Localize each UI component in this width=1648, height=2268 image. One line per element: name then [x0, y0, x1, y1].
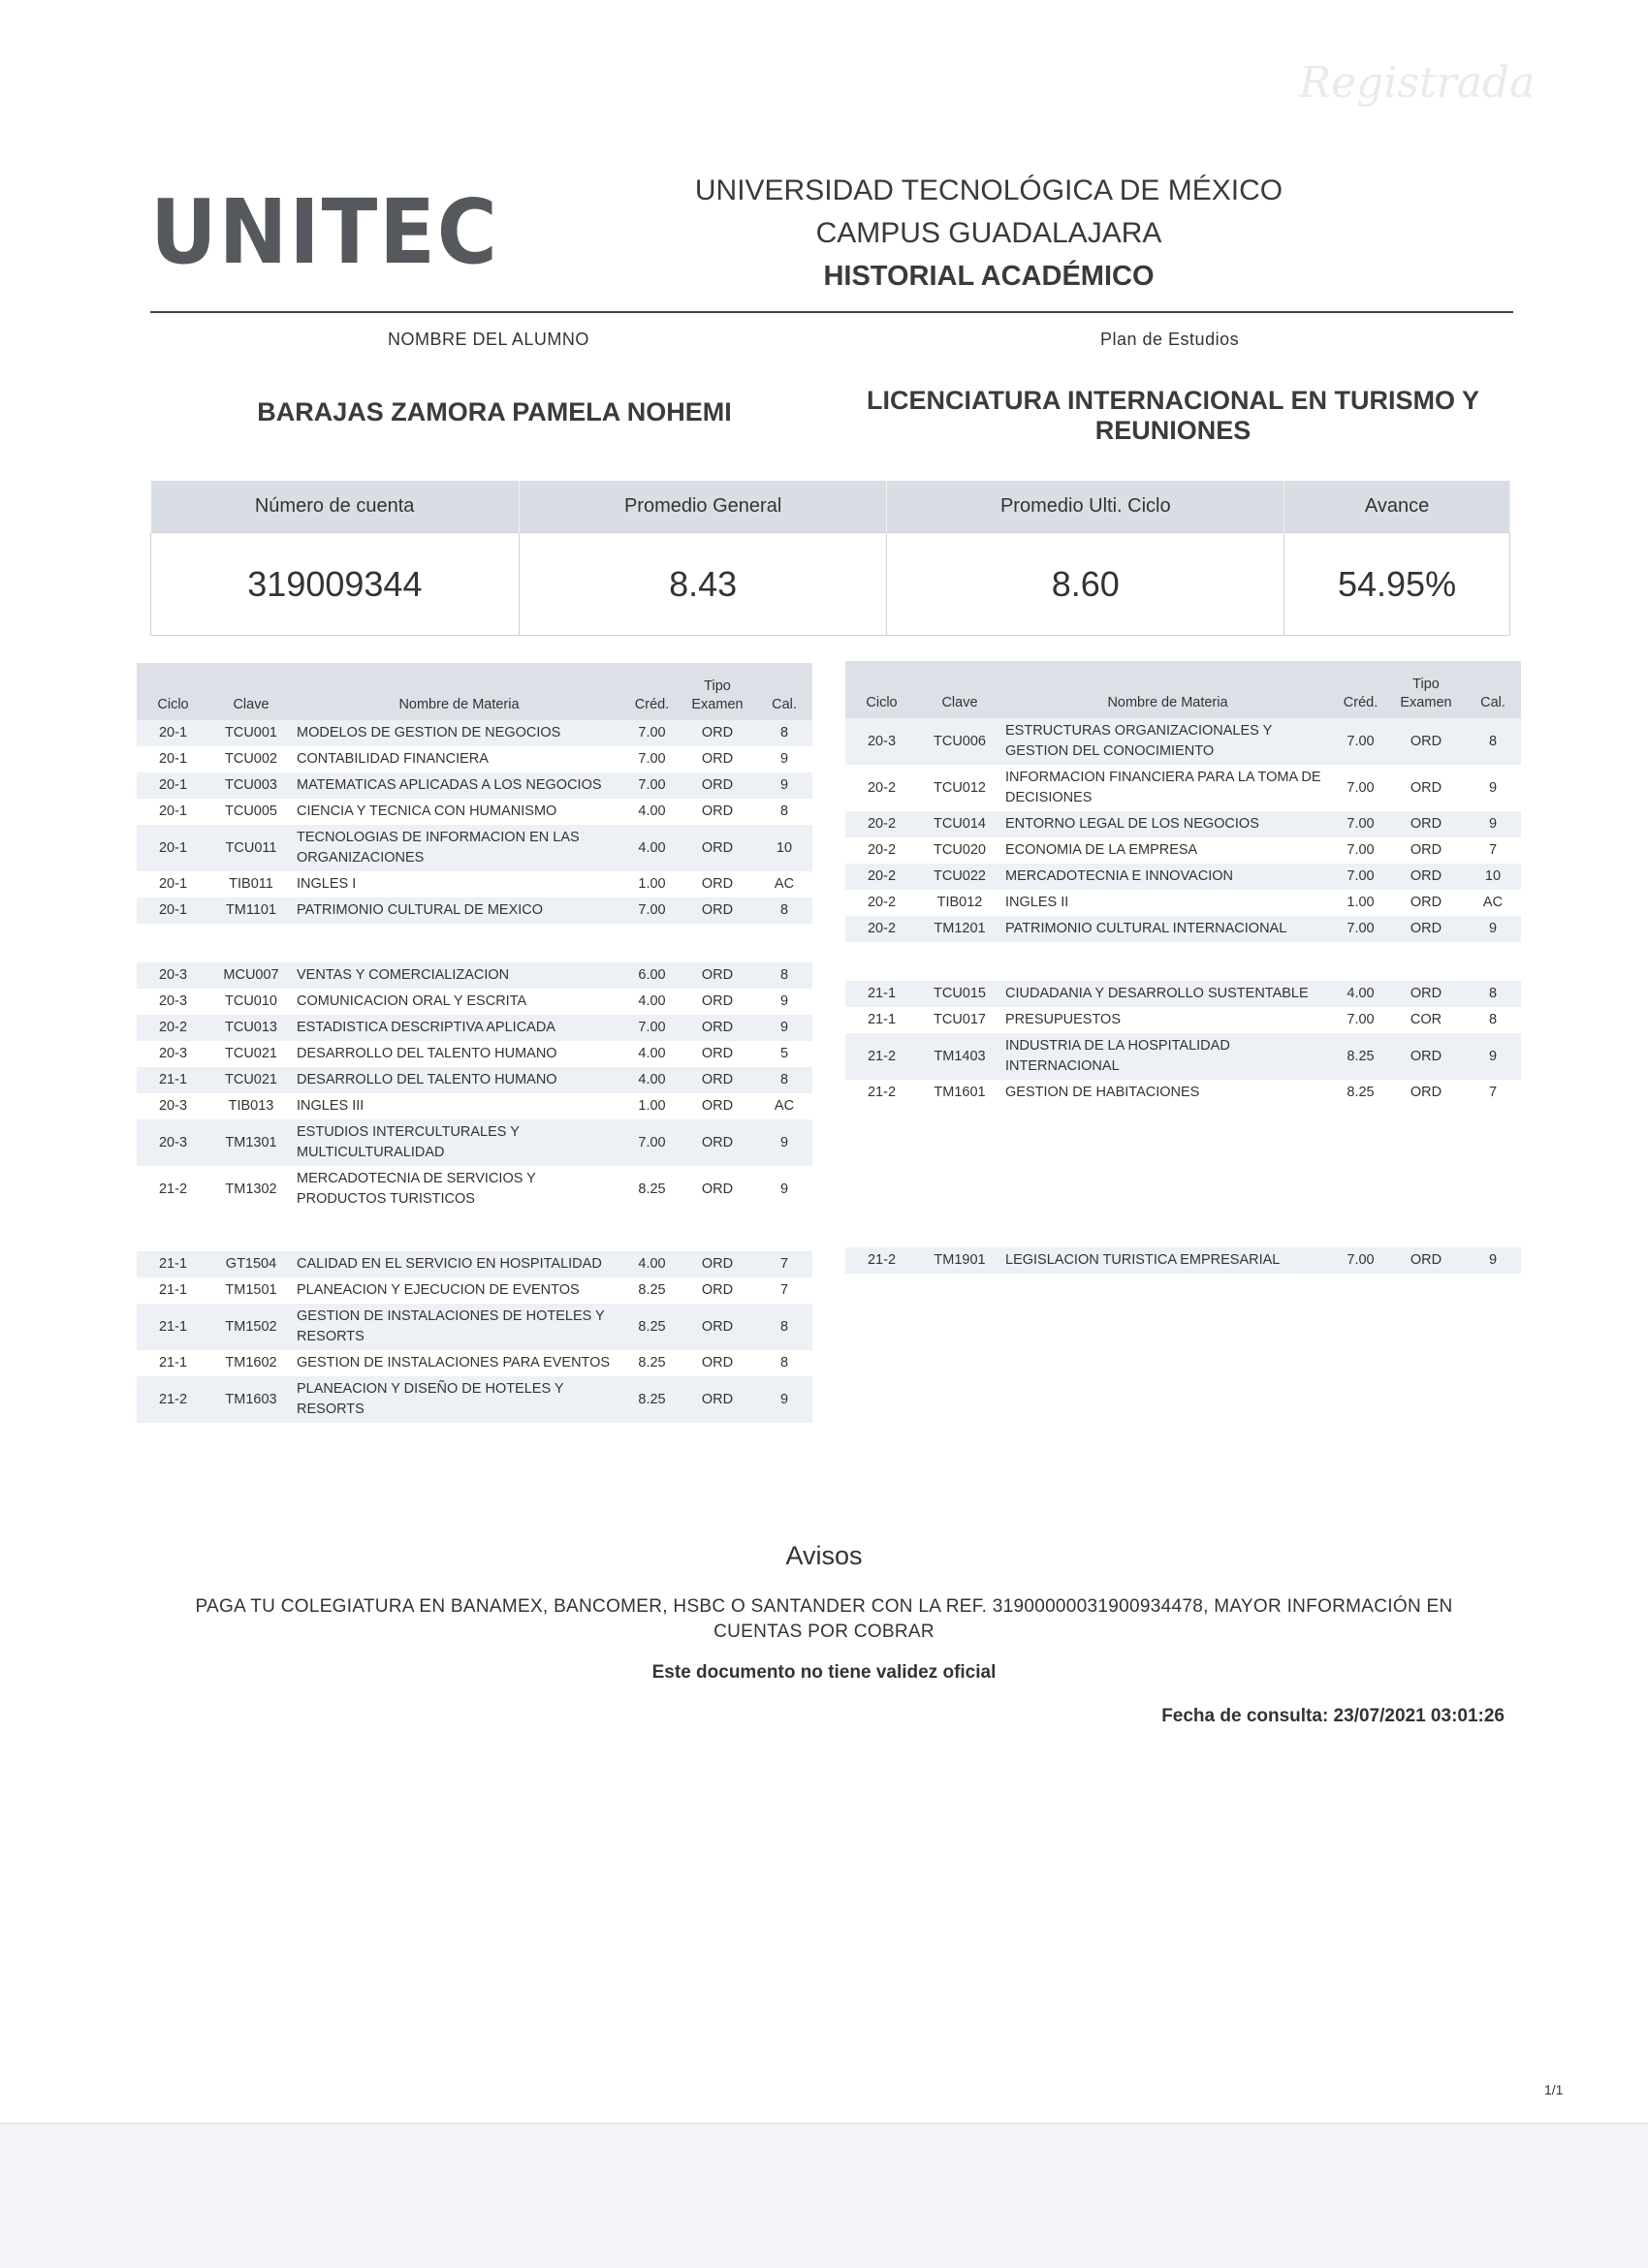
course-row	[137, 1041, 812, 1067]
course-ciclo: 20-1	[158, 803, 188, 819]
course-materia: INGLES I	[297, 876, 357, 892]
course-row	[845, 864, 1521, 890]
course-row	[137, 871, 812, 898]
course-clave: TM1601	[934, 1085, 986, 1100]
course-tipo-examen: ORD	[701, 803, 734, 819]
course-clave: TCU001	[209, 720, 293, 746]
unofficial-disclaimer: Este documento no tiene validez oficial	[651, 1662, 997, 1683]
course-row	[137, 1304, 812, 1350]
course-tipo-examen: ORD	[679, 1067, 756, 1093]
course-materia: ECONOMIA DE LA EMPRESA	[1005, 842, 1198, 858]
course-ciclo: 21-1	[137, 1251, 209, 1277]
col-header-calificacion: Cal.	[756, 663, 812, 720]
course-creditos: 7.00	[1347, 1012, 1375, 1027]
group-spacer-cell	[845, 942, 1521, 981]
course-ciclo: 20-2	[867, 779, 897, 796]
course-creditos: 4.00	[1334, 981, 1387, 1007]
course-clave: TM1603	[209, 1376, 293, 1423]
course-creditos: 7.00	[1334, 916, 1387, 942]
course-calificacion: 9	[756, 772, 812, 799]
course-row	[137, 799, 812, 825]
course-clave: TCU002	[225, 751, 277, 767]
course-calificacion: 9	[779, 751, 789, 767]
course-tipo-examen: ORD	[679, 825, 756, 871]
course-ciclo: 20-2	[845, 864, 918, 890]
course-ciclo: 21-1	[158, 1355, 188, 1370]
course-ciclo: 20-2	[867, 895, 897, 910]
course-clave: TCU020	[934, 842, 986, 858]
course-creditos: 4.00	[638, 1046, 666, 1061]
course-calificacion: 8	[756, 962, 812, 989]
course-materia: MERCADOTECNIA DE SERVICIOS Y PRODUCTOS TURISTICOS	[297, 1171, 536, 1207]
course-calificacion: 8	[756, 898, 812, 924]
course-ciclo: 21-2	[845, 1033, 918, 1080]
course-creditos: 7.00	[1334, 864, 1387, 890]
course-calificacion: 8	[756, 1067, 812, 1093]
course-clave: TIB013	[228, 1098, 274, 1114]
course-materia: LEGISLACION TURISTICA EMPRESARIAL	[1001, 1247, 1334, 1274]
student-name-label: NOMBRE DEL ALUMNO	[388, 330, 589, 349]
course-ciclo: 21-2	[845, 1247, 918, 1274]
course-calificacion: 10	[1465, 864, 1521, 890]
course-clave: TM1201	[918, 916, 1001, 942]
course-calificacion: AC	[774, 876, 795, 892]
course-calificacion: 9	[1465, 916, 1521, 942]
course-creditos: 7.00	[625, 1015, 679, 1041]
col-header-clave: Clave	[918, 661, 1001, 718]
course-clave: TIB011	[229, 876, 273, 892]
group-spacer-cell	[845, 1106, 1521, 1247]
course-tipo-examen: ORD	[1410, 842, 1442, 858]
course-tipo-examen: ORD	[701, 876, 734, 892]
col-header-tipo-examen: Tipo Examen	[1387, 661, 1465, 718]
course-ciclo: 21-2	[137, 1376, 209, 1423]
course-materia: MERCADOTECNIA E INNOVACION	[1001, 864, 1334, 890]
course-creditos: 1.00	[638, 876, 666, 892]
course-tipo-examen: ORD	[701, 1181, 734, 1197]
course-row	[845, 837, 1521, 864]
course-clave: TCU021	[225, 1046, 277, 1061]
course-creditos: 1.00	[1347, 895, 1375, 910]
course-row	[137, 1376, 812, 1423]
col-header-creditos: Créd.	[625, 663, 679, 720]
course-creditos: 6.00	[625, 962, 679, 989]
course-calificacion: 7	[1488, 1085, 1498, 1100]
course-ciclo: 20-2	[845, 811, 918, 837]
course-ciclo: 20-3	[845, 718, 918, 765]
course-clave: TCU003	[209, 772, 293, 799]
course-row	[137, 989, 812, 1015]
course-calificacion: 7	[1488, 842, 1498, 858]
university-name: UNIVERSIDAD TECNOLÓGICA DE MÉXICO	[694, 174, 1284, 206]
notices-title: Avisos	[785, 1541, 863, 1570]
course-calificacion: 7	[779, 1282, 789, 1298]
course-creditos: 8.25	[638, 1282, 666, 1298]
course-creditos: 7.00	[1334, 811, 1387, 837]
faint-handwriting-mark: Registrada	[1299, 58, 1536, 108]
course-tipo-examen: ORD	[1387, 718, 1465, 765]
course-calificacion: 8	[756, 1304, 812, 1350]
general-average-header: Promedio General	[519, 481, 887, 533]
course-materia: PATRIMONIO CULTURAL DE MEXICO	[293, 898, 625, 924]
unitec-logo: UNITEC	[150, 180, 499, 284]
course-tipo-examen: ORD	[1410, 1085, 1442, 1100]
course-calificacion: 8	[1465, 718, 1521, 765]
group-spacer-cell	[137, 1213, 812, 1251]
course-clave: MCU007	[209, 962, 293, 989]
course-calificacion: AC	[1482, 895, 1504, 910]
course-creditos: 7.00	[1334, 1247, 1387, 1274]
course-clave: TCU012	[934, 779, 986, 796]
course-ciclo: 21-1	[158, 1282, 188, 1298]
course-row	[845, 1033, 1521, 1080]
course-tipo-examen: ORD	[701, 1282, 734, 1298]
course-row	[845, 916, 1521, 942]
course-ciclo: 20-2	[867, 842, 897, 858]
course-creditos: 8.25	[1334, 1033, 1387, 1080]
course-materia: VENTAS Y COMERCIALIZACION	[293, 962, 625, 989]
col-header-materia: Nombre de Materia	[293, 663, 625, 720]
general-average-value: 8.43	[519, 533, 887, 636]
group-spacer-cell	[137, 924, 812, 962]
course-clave: TCU015	[918, 981, 1001, 1007]
col-header-calificacion: Cal.	[1465, 661, 1521, 718]
course-materia: CALIDAD EN EL SERVICIO EN HOSPITALIDAD	[293, 1251, 625, 1277]
course-ciclo: 21-1	[137, 1067, 209, 1093]
group-spacer	[845, 1106, 1521, 1247]
course-creditos: 4.00	[638, 803, 666, 819]
course-ciclo: 20-3	[158, 1098, 188, 1114]
course-materia: INFORMACION FINANCIERA PARA LA TOMA DE DECISIONES	[1005, 770, 1321, 805]
course-tipo-examen: ORD	[679, 772, 756, 799]
course-clave: TCU013	[209, 1015, 293, 1041]
course-calificacion: 9	[756, 1015, 812, 1041]
course-calificacion: 9	[1488, 779, 1498, 796]
course-row	[845, 1007, 1521, 1033]
course-row	[137, 1251, 812, 1277]
course-row	[137, 1119, 812, 1166]
course-creditos: 1.00	[638, 1098, 666, 1114]
course-row	[137, 1093, 812, 1119]
course-materia: CONTABILIDAD FINANCIERA	[297, 751, 489, 767]
course-creditos: 7.00	[1347, 842, 1375, 858]
course-creditos: 8.25	[1347, 1085, 1375, 1100]
course-materia: GESTION DE INSTALACIONES DE HOTELES Y RESORTS	[293, 1304, 625, 1350]
course-calificacion: AC	[774, 1098, 795, 1114]
group-spacer	[137, 924, 812, 962]
course-tipo-examen: ORD	[701, 751, 734, 767]
course-creditos: 7.00	[625, 1119, 679, 1166]
course-row	[845, 981, 1521, 1007]
document-title: HISTORIAL ACADÉMICO	[823, 261, 1155, 292]
course-clave: TM1403	[918, 1033, 1001, 1080]
course-tipo-examen: ORD	[1387, 981, 1465, 1007]
course-clave: GT1504	[209, 1251, 293, 1277]
course-ciclo: 20-2	[845, 916, 918, 942]
course-materia: TECNOLOGIAS DE INFORMACION EN LAS ORGANIZACIONES	[293, 825, 625, 871]
course-clave: TCU011	[209, 825, 293, 871]
course-tipo-examen: ORD	[679, 962, 756, 989]
course-calificacion: 9	[779, 993, 789, 1009]
course-calificacion: 7	[756, 1251, 812, 1277]
course-clave: TCU017	[934, 1012, 986, 1027]
last-cycle-average-header: Promedio Ulti. Ciclo	[887, 481, 1284, 533]
course-calificacion: 5	[779, 1046, 789, 1061]
course-clave: TM1101	[209, 898, 293, 924]
col-header-ciclo: Ciclo	[137, 663, 209, 720]
course-row	[137, 746, 812, 772]
course-creditos: 7.00	[625, 898, 679, 924]
course-tipo-examen: ORD	[701, 1098, 734, 1114]
course-materia: GESTION DE INSTALACIONES PARA EVENTOS	[297, 1355, 611, 1370]
course-clave: TCU022	[918, 864, 1001, 890]
course-tipo-examen: ORD	[701, 1355, 734, 1370]
course-row	[845, 765, 1521, 811]
course-tipo-examen: ORD	[1387, 1033, 1465, 1080]
course-clave: TCU021	[209, 1067, 293, 1093]
plan-label: Plan de Estudios	[1100, 330, 1240, 349]
course-tipo-examen: ORD	[679, 720, 756, 746]
course-ciclo: 20-3	[137, 1119, 209, 1166]
course-row	[137, 825, 812, 871]
course-calificacion: 8	[1465, 981, 1521, 1007]
course-row	[137, 962, 812, 989]
course-ciclo: 21-1	[867, 1012, 897, 1027]
course-creditos: 7.00	[1334, 718, 1387, 765]
course-materia: PATRIMONIO CULTURAL INTERNACIONAL	[1001, 916, 1334, 942]
course-materia: DESARROLLO DEL TALENTO HUMANO	[297, 1046, 557, 1061]
course-row	[137, 772, 812, 799]
course-creditos: 8.25	[638, 1355, 666, 1370]
col-header-materia: Nombre de Materia	[1001, 661, 1334, 718]
course-tipo-examen: ORD	[679, 1304, 756, 1350]
course-materia: MODELOS DE GESTION DE NEGOCIOS	[293, 720, 625, 746]
course-creditos: 4.00	[638, 993, 666, 1009]
notices-text: PAGA TU COLEGIATURA EN BANAMEX, BANCOMER, HSBC O SANTANDER CON LA REF. 31900000031900934478, MAYOR INFORMACIÓN EN CUENTAS POR COBRAR	[195, 1596, 1453, 1642]
course-creditos: 8.25	[625, 1304, 679, 1350]
course-ciclo: 20-3	[158, 993, 188, 1009]
course-ciclo: 20-3	[137, 962, 209, 989]
course-row	[137, 898, 812, 924]
course-calificacion: 9	[779, 1181, 789, 1197]
course-ciclo: 20-1	[137, 898, 209, 924]
course-tipo-examen: ORD	[679, 1376, 756, 1423]
course-materia: GESTION DE HABITACIONES	[1005, 1085, 1200, 1100]
study-plan-name: LICENCIATURA INTERNACIONAL EN TURISMO Y REUNIONES	[866, 386, 1479, 445]
course-materia: INDUSTRIA DE LA HOSPITALIDAD INTERNACIONAL	[1001, 1033, 1334, 1080]
course-materia: ENTORNO LEGAL DE LOS NEGOCIOS	[1001, 811, 1334, 837]
course-clave: TM1301	[209, 1119, 293, 1166]
course-calificacion: 9	[1465, 1247, 1521, 1274]
course-creditos: 7.00	[638, 751, 666, 767]
course-row	[845, 718, 1521, 765]
course-materia: COMUNICACION ORAL Y ESCRITA	[297, 993, 527, 1009]
course-row	[137, 1350, 812, 1376]
course-ciclo: 20-2	[137, 1015, 209, 1041]
account-number-header: Número de cuenta	[151, 481, 520, 533]
course-ciclo: 21-2	[158, 1181, 188, 1197]
col-header-creditos: Créd.	[1334, 661, 1387, 718]
course-ciclo: 20-1	[137, 825, 209, 871]
course-tipo-examen: ORD	[1387, 1247, 1465, 1274]
scan-edge	[0, 2123, 1648, 2268]
course-creditos: 7.00	[1347, 779, 1375, 796]
course-calificacion: 8	[779, 803, 789, 819]
course-row	[137, 1015, 812, 1041]
campus-name: CAMPUS GUADALAJARA	[815, 217, 1162, 249]
group-spacer	[137, 1213, 812, 1251]
grades-table-right	[845, 661, 1521, 1274]
course-clave: TM1501	[225, 1282, 277, 1298]
course-clave: TCU010	[225, 993, 277, 1009]
course-row	[845, 890, 1521, 916]
course-row	[137, 1277, 812, 1304]
course-materia: INGLES III	[297, 1098, 364, 1114]
student-name: BARAJAS ZAMORA PAMELA NOHEMI	[257, 397, 732, 426]
course-creditos: 7.00	[625, 720, 679, 746]
course-tipo-examen: ORD	[701, 1046, 734, 1061]
document-header	[582, 170, 1396, 298]
progress-value: 54.95%	[1284, 533, 1510, 636]
course-tipo-examen: ORD	[1387, 811, 1465, 837]
course-materia: PLANEACION Y EJECUCION DE EVENTOS	[297, 1282, 580, 1298]
account-number-value: 319009344	[151, 533, 520, 636]
course-clave: TCU006	[918, 718, 1001, 765]
page-number: 1/1	[1544, 2082, 1564, 2097]
grades-table-left	[137, 663, 812, 1423]
course-materia: CIUDADANIA Y DESARROLLO SUSTENTABLE	[1001, 981, 1334, 1007]
course-materia: PLANEACION Y DISEÑO DE HOTELES Y RESORTS	[293, 1376, 625, 1423]
course-calificacion: 8	[1488, 1012, 1498, 1027]
course-tipo-examen: COR	[1410, 1012, 1442, 1027]
summary-table	[150, 481, 1510, 636]
header-divider	[150, 311, 1513, 313]
course-materia: DESARROLLO DEL TALENTO HUMANO	[293, 1067, 625, 1093]
course-materia: ESTRUCTURAS ORGANIZACIONALES Y GESTION DEL CONOCIMIENTO	[1001, 718, 1334, 765]
course-calificacion: 8	[779, 1355, 789, 1370]
course-calificacion: 9	[756, 1119, 812, 1166]
course-ciclo: 20-1	[137, 720, 209, 746]
course-row	[137, 1067, 812, 1093]
course-ciclo: 21-1	[137, 1304, 209, 1350]
course-clave: TCU014	[918, 811, 1001, 837]
course-row	[845, 811, 1521, 837]
course-tipo-examen: ORD	[679, 898, 756, 924]
course-tipo-examen: ORD	[679, 1119, 756, 1166]
course-row	[845, 1247, 1521, 1274]
course-creditos: 4.00	[625, 825, 679, 871]
course-ciclo: 20-1	[158, 751, 188, 767]
course-tipo-examen: ORD	[679, 1015, 756, 1041]
course-ciclo: 20-3	[158, 1046, 188, 1061]
course-row	[137, 720, 812, 746]
course-tipo-examen: ORD	[679, 1251, 756, 1277]
course-clave: TCU005	[225, 803, 277, 819]
course-materia: MATEMATICAS APLICADAS A LOS NEGOCIOS	[293, 772, 625, 799]
course-creditos: 4.00	[625, 1251, 679, 1277]
course-calificacion: 9	[1465, 1033, 1521, 1080]
course-creditos: 8.25	[638, 1181, 666, 1197]
course-tipo-examen: ORD	[1410, 779, 1442, 796]
course-tipo-examen: ORD	[701, 993, 734, 1009]
course-materia: ESTADISTICA DESCRIPTIVA APLICADA	[293, 1015, 625, 1041]
course-ciclo: 20-1	[137, 772, 209, 799]
progress-header: Avance	[1284, 481, 1510, 533]
course-materia: ESTUDIOS INTERCULTURALES Y MULTICULTURALIDAD	[293, 1119, 625, 1166]
course-row	[845, 1080, 1521, 1106]
course-calificacion: 9	[756, 1376, 812, 1423]
course-row	[137, 1166, 812, 1213]
course-materia: CIENCIA Y TECNICA CON HUMANISMO	[297, 803, 557, 819]
course-materia: PRESUPUESTOS	[1005, 1012, 1121, 1027]
col-header-ciclo: Ciclo	[845, 661, 918, 718]
last-cycle-average-value: 8.60	[887, 533, 1284, 636]
col-header-tipo-examen: Tipo Examen	[679, 663, 756, 720]
course-clave: TM1302	[225, 1181, 277, 1197]
course-clave: TIB012	[936, 895, 983, 910]
course-creditos: 7.00	[625, 772, 679, 799]
course-calificacion: 8	[756, 720, 812, 746]
course-tipo-examen: ORD	[1410, 895, 1442, 910]
course-clave: TM1502	[209, 1304, 293, 1350]
course-calificacion: 10	[756, 825, 812, 871]
group-spacer	[845, 942, 1521, 981]
course-tipo-examen: ORD	[1387, 864, 1465, 890]
course-creditos: 4.00	[625, 1067, 679, 1093]
course-tipo-examen: ORD	[1387, 916, 1465, 942]
col-header-clave: Clave	[209, 663, 293, 720]
course-clave: TM1602	[225, 1355, 277, 1370]
course-ciclo: 21-2	[867, 1085, 897, 1100]
query-date: Fecha de consulta: 23/07/2021 03:01:26	[1161, 1706, 1505, 1726]
course-creditos: 8.25	[625, 1376, 679, 1423]
course-calificacion: 9	[1465, 811, 1521, 837]
course-clave: TM1901	[918, 1247, 1001, 1274]
course-ciclo: 20-1	[158, 876, 188, 892]
course-materia: INGLES II	[1005, 895, 1069, 910]
course-ciclo: 21-1	[845, 981, 918, 1007]
